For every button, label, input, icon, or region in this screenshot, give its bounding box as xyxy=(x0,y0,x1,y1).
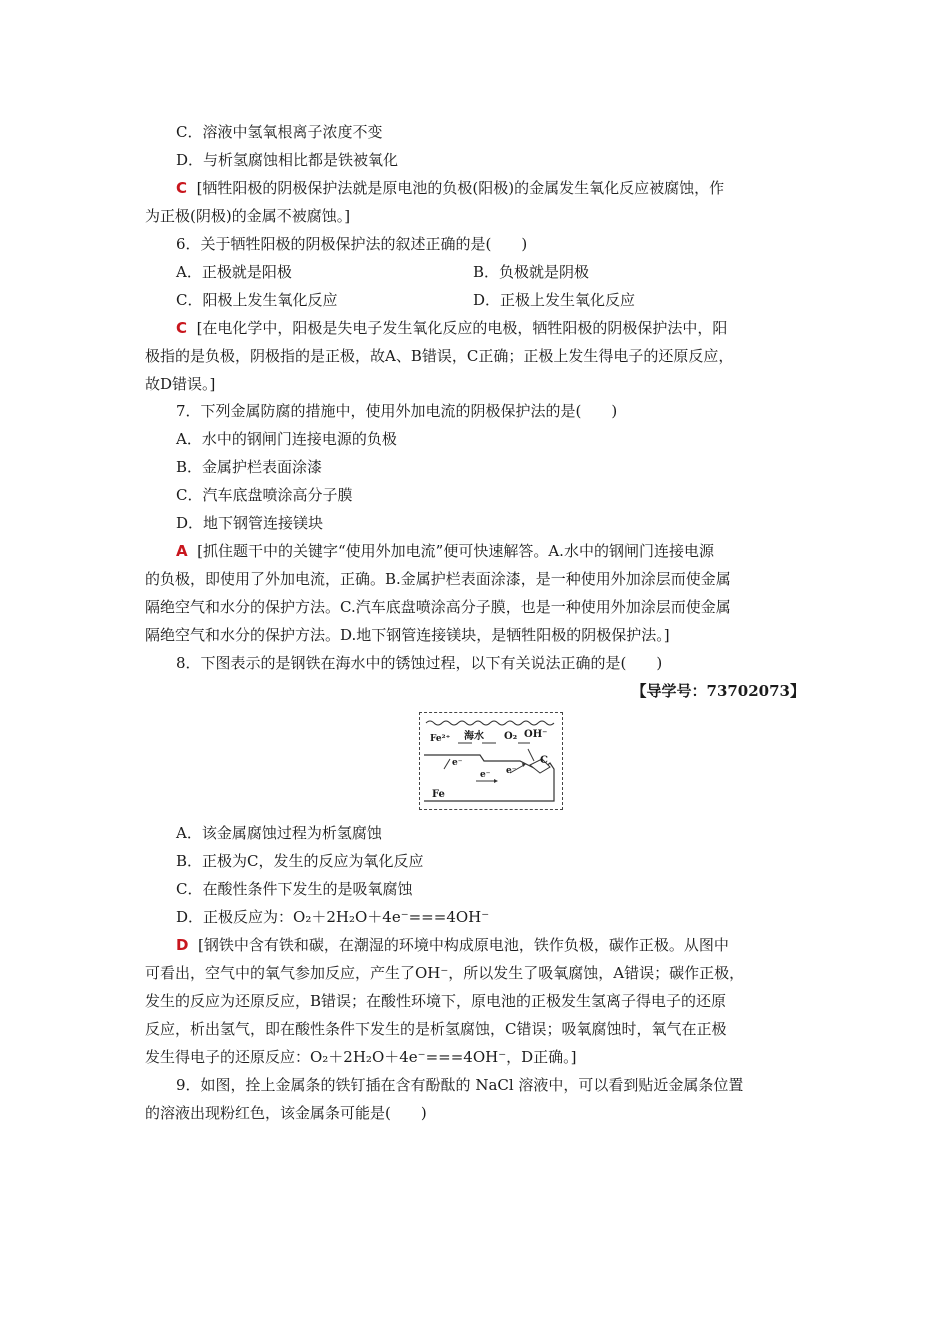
electron-arrow xyxy=(444,759,450,769)
q7-option-d: D．地下钢管连接镁块 xyxy=(176,514,324,532)
arrow-head xyxy=(494,779,498,783)
q6-expl-2: 极指的是负极，阴极指的是正极，故A、B错误，C正确；正极上发生得电子的还原反应， xyxy=(145,347,734,365)
o2-label: O₂ xyxy=(504,731,518,742)
q9-stem-1: 9．如图，拴上金属条的铁钉插在含有酚酞的 NaCl 溶液中，可以看到贴近金属条位置 xyxy=(176,1076,744,1094)
q6-expl-3: 故D错误。] xyxy=(145,375,216,393)
q8-expl-3: 发生的反应为还原反应，B错误；在酸性环境下，原电池的正极发生氢离子得电子的还原 xyxy=(145,992,727,1010)
q8-option-c: C．在酸性条件下发生的是吸氧腐蚀 xyxy=(176,880,413,898)
q8-answer: D xyxy=(176,936,189,954)
q7-expl-1: [抓住题干中的关键字“使用外加电流”便可快速解答。A.水中的钢闸门连接电源 xyxy=(197,542,714,560)
q7-expl-4: 隔绝空气和水分的保护方法。D.地下钢管连接镁块，是牺牲阳极的阴极保护法。] xyxy=(145,626,670,644)
electron-label-1: e⁻ xyxy=(452,758,463,768)
q7-stem: 7．下列金属防腐的措施中，使用外加电流的阴极保护法的是( ) xyxy=(176,402,618,420)
ion-arrow xyxy=(528,749,534,761)
electron-label-3: e⁻ xyxy=(506,766,517,776)
q8-reference-number: 【导学号：73702073】 xyxy=(631,682,805,700)
q7-option-b: B．金属护栏表面涂漆 xyxy=(176,458,323,476)
oh-label: OH⁻ xyxy=(524,729,548,740)
q8-option-d: D．正极反应为：O₂＋2H₂O＋4e⁻===4OH⁻ xyxy=(176,908,490,926)
iron-label: Fe xyxy=(432,789,445,800)
q8-option-a: A．该金属腐蚀过程为析氢腐蚀 xyxy=(176,824,382,842)
q6-explanation-line xyxy=(176,318,727,338)
q8-stem: 8．下图表示的是钢铁在海水中的锈蚀过程，以下有关说法正确的是( ) xyxy=(176,654,663,672)
q6-option-d: D．正极上发生氧化反应 xyxy=(473,291,636,309)
q7-expl-3: 隔绝空气和水分的保护方法。C.汽车底盘喷涂高分子膜，也是一种使用外加涂层而使金属 xyxy=(145,598,731,616)
q7-expl-2: 的负极，即使用了外加电流，正确。B.金属护栏表面涂漆，是一种使用外加涂层而使金属 xyxy=(145,570,731,588)
corrosion-diagram xyxy=(419,712,563,810)
q8-expl-5: 发生得电子的还原反应：O₂＋2H₂O＋4e⁻===4OH⁻，D正确。] xyxy=(145,1048,577,1066)
q5-explanation-line xyxy=(176,178,724,198)
q5-option-c: C．溶液中氢氧根离子浓度不变 xyxy=(176,123,383,141)
q5-answer: C xyxy=(176,179,188,197)
electron-label-2: e⁻ xyxy=(480,770,491,780)
q6-answer: C xyxy=(176,319,188,337)
q5-option-d: D．与析氢腐蚀相比都是铁被氧化 xyxy=(176,151,399,169)
q7-option-c: C．汽车底盘喷涂高分子膜 xyxy=(176,486,353,504)
q6-option-c: C．阳极上发生氧化反应 xyxy=(176,291,338,309)
q5-expl-1: [牺牲阳极的阴极保护法就是原电池的负极(阳极)的金属发生氧化反应被腐蚀，作 xyxy=(196,179,725,197)
q8-expl-1: [钢铁中含有铁和碳，在潮湿的环境中构成原电池，铁作负极，碳作正极。从图中 xyxy=(198,936,729,954)
q6-stem: 6．关于牺牲阳极的阴极保护法的叙述正确的是( ) xyxy=(176,235,528,253)
carbon-label: C xyxy=(540,755,548,766)
q6-expl-1: [在电化学中，阳极是失电子发生氧化反应的电极，牺牲阳极的阴极保护法中，阳 xyxy=(196,319,728,337)
q7-answer: A xyxy=(176,542,188,560)
q6-option-b: B．负极就是阴极 xyxy=(473,263,590,281)
q8-option-b: B．正极为C，发生的反应为氧化反应 xyxy=(176,852,424,870)
q6-option-a: A．正极就是阳极 xyxy=(176,263,292,281)
q7-explanation-line xyxy=(176,541,714,561)
seawater-label: 海水 xyxy=(464,731,484,742)
fe2plus-label: Fe²⁺ xyxy=(430,734,451,744)
water-surface-wave xyxy=(426,721,554,725)
q8-expl-2: 可看出，空气中的氧气参加反应，产生了OH⁻，所以发生了吸氧腐蚀，A错误；碳作正极， xyxy=(145,964,745,982)
q8-expl-4: 反应，析出氢气，即在酸性条件下发生的是析氢腐蚀，C错误；吸氧腐蚀时，氧气在正极 xyxy=(145,1020,727,1038)
q8-explanation-line xyxy=(176,935,729,955)
q5-expl-2: 为正极(阴极)的金属不被腐蚀。] xyxy=(145,207,351,225)
q9-stem-2: 的溶液出现粉红色，该金属条可能是( ) xyxy=(145,1104,427,1122)
q7-option-a: A．水中的钢闸门连接电源的负极 xyxy=(176,430,397,448)
